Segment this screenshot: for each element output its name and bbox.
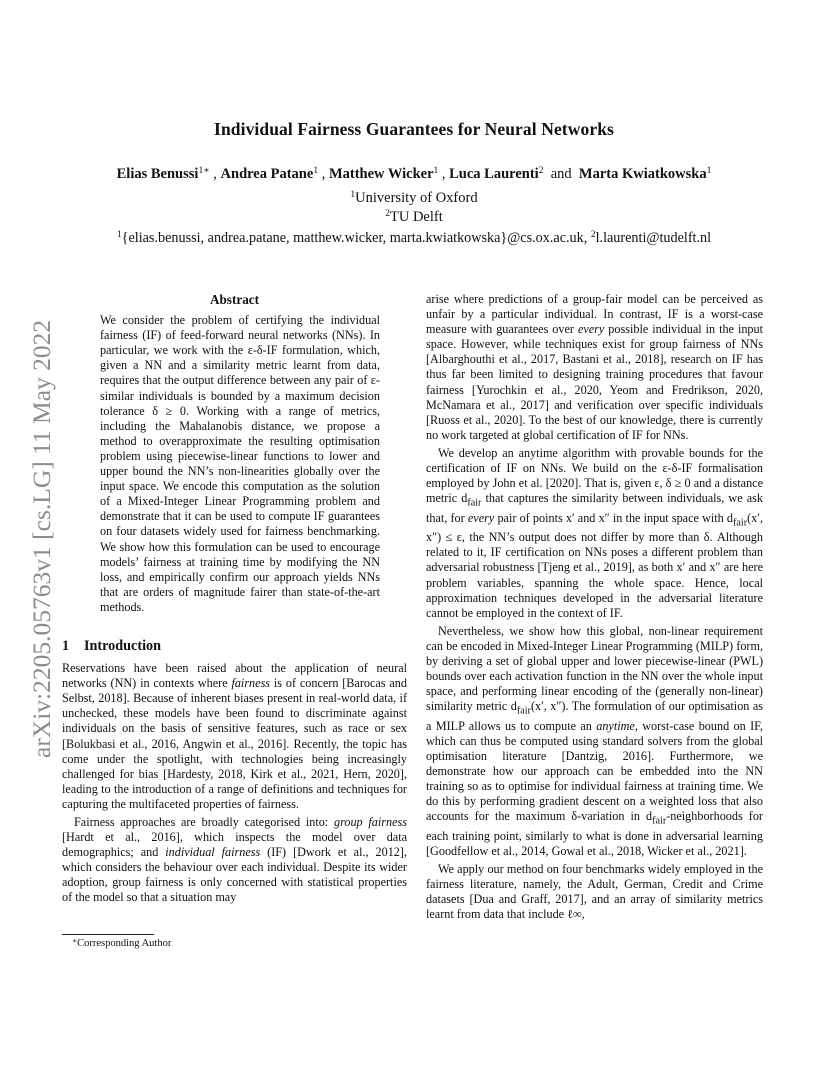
affiliation-name: TU Delft	[390, 209, 443, 225]
author-list	[0, 166, 828, 183]
footnote-text: Corresponding Author	[77, 938, 172, 949]
affiliation-mark: 1	[350, 190, 356, 200]
text-run: arise where predictions of a group-fair model can be perceived as unfair by a particular individual. In contrast, IF is a worst-case measure with guarantees over	[426, 292, 763, 337]
text-run: (x′, x″) ≤ ε, the NN’s output does not differ by more than δ. Although related to it, IF certification on NNs poses a different problem than adversarial robustness [Tjeng et al., 2019], as both x′ and x″ are here problem variables, spanning the whole space. Hence, local approximation techniques developed in the adversarial literature cannot be employed in the context of IF.	[426, 510, 763, 620]
emphasis: individual fairness	[165, 845, 261, 860]
intro-paragraph-continued	[426, 292, 763, 443]
text-run: is of concern [Barocas and Selbst, 2018]. Because of inherent biases present in real-world data, if unchecked, these models have been found to discriminate against individuals on the basis of sensitive features, such as race or sex [Bolukbasi et al., 2016, Angwin et al., 2016]. Recently, the topic has come under the spotlight, with technologies being increasingly challenged for bias [Hardesty, 2018, Kirk et al., 2021, Hern, 2020], leading to the introduction of a range of definitions and techniques for capturing the multifaceted properties of fairness.	[62, 676, 407, 811]
text-run: have been raised about the application of neural networks (NN) in contexts where	[62, 661, 407, 691]
text-run: -neighborhoods for each training point, similarly to what is done in adversarial learning [Goodfellow et al., 2014, Gowal et al., 2018, Wicker et al., 2021].	[426, 809, 763, 859]
author-separator: ,	[209, 166, 221, 182]
text-run: , worst-case bound on IF, which can thus be computed using standard solvers from the global optimisation literature [Dantzig, 2016]. Furthermore, we demonstrate how our approach can be embedded into the NN training so as to optimise for individual fairness at training time. We do this by performing gradient descent on a weighted loss that also accounts for the maximum δ-variation in d	[426, 718, 763, 824]
text-run: Fairness approaches are broadly categorised into:	[74, 815, 334, 829]
email-mark: 1	[116, 230, 122, 240]
abstract-heading: Abstract	[209, 292, 260, 307]
abstract-text: We consider the problem of certifying the individual fairness (IF) of feed-forward neural networks (NNs). In particular, we work with the ε-δ-IF formulation, which, given a NN and a similarity metric learnt from data, requires that the output difference between any pair of ε-similar individuals is bounded by a maximum decision tolerance δ ≥ 0. Working with a range of metrics, including the Mahalanobis distance, we propose a method to overapproximate the resulting optimisation problem using piecewise-linear functions to lower and upper bound the NN’s non-linearities globally over the input space. We encode this computation as the solution of a Mixed-Integer Linear Programming problem and demonstrate that it can be used to compute IF guarantees on four datasets widely used for fairness benchmarking. We show how this formulation can be used to encourage models’ fairness at training time by modifying the NN loss, and empirically confirm our approach yields NNs that are orders of magnitude fairer than state-of-the-art methods.	[100, 313, 380, 614]
author-affil-mark: 1	[313, 166, 319, 176]
text-run: [Hardt et al., 2016], which inspects the model over data demographics; and	[62, 830, 407, 860]
intro-paragraph-3	[426, 446, 763, 621]
text-run: pair of points x′ and x″ in the input space with d	[494, 510, 734, 525]
section-number: 1	[62, 637, 70, 654]
subscript: fair	[733, 517, 748, 529]
footnote-divider	[62, 934, 154, 935]
arxiv-stamp-svg	[20, 280, 60, 760]
emphasis: fairness	[231, 676, 271, 691]
text-run: Reservations	[62, 661, 125, 676]
text-run: Nevertheless, we show how this global, non-linear requirement can be encoded in Mixed-Integer Linear Programming (MILP) form, by deriving a set of global upper and lower piecewise-linear (PWL) bounds over each activation function in the NN over the whole input space, and performing linear encoding of the (generally non-linear) similarity metric d	[426, 623, 763, 714]
author-separator: ,	[438, 166, 450, 182]
left-column	[62, 292, 407, 906]
author-affil-mark: 2	[538, 166, 544, 176]
emphasis: group fairness	[333, 815, 407, 829]
section-heading-introduction	[62, 639, 407, 654]
email-delft: l.laurenti@tudelft.nl	[595, 230, 712, 246]
subscript: fair	[516, 705, 531, 717]
emphasis: every	[577, 322, 605, 337]
email-group-oxford: {elias.benussi, andrea.patane, matthew.wicker, marta.kwiatkowska}@cs.ox.ac.uk,	[121, 230, 588, 246]
intro-paragraph-5: We apply our method on four benchmarks widely employed in the fairness literature, namely, the Adult, German, Credit and Crime datasets [Dua and Graff, 2017], and an array of similarity metrics learnt from data that include ℓ∞,	[426, 862, 763, 922]
footnote	[72, 938, 171, 949]
emphasis: anytime	[596, 718, 635, 733]
author-emails	[0, 230, 828, 247]
arxiv-identifier-stamp	[20, 280, 60, 760]
author-separator: ,	[318, 166, 329, 182]
author-affil-mark: 1	[433, 166, 439, 176]
text-run: (IF) [Dwork et al., 2012], which considers the behaviour over each individual. Despite its wider adoption, group fairness is only concerned with statistical properties of the model so that a situation may	[62, 845, 407, 905]
text-run: We develop an anytime algorithm with provable bounds for the certification of IF on NNs. We build on the ε-δ-IF formalisation employed by John et al. [2020]. That is, given ε, δ ≥ 0 and a distance metric d	[426, 445, 763, 506]
author-and: and	[550, 166, 572, 182]
text-run: possible individual in the input space. However, while techniques exist for group fairness of NNs [Albarghouthi et al., 2017, Bastani et al., 2018], research on IF has thus far been limited to designing training procedures that favour fairness [Yurochkin et al., 2020, Yeom and Fredrikson, 2020, McNamara et al., 2017] and verification over specific individuals [Ruoss et al., 2020]. To the best of our knowledge, there is currently no work targeted at global certification of IF for NNs.	[426, 322, 763, 442]
affiliation	[0, 190, 828, 207]
author-affil-mark: 1	[706, 166, 712, 176]
author-affil-mark: 1∗	[198, 166, 210, 176]
paper-title: Individual Fairness Guarantees for Neural Networks	[214, 119, 614, 139]
text-run: (x′, x″). The formulation of our optimisation as a MILP allows us to compute an	[426, 699, 763, 733]
subscript: fair	[652, 815, 667, 827]
emphasis: every	[467, 510, 495, 525]
affiliation-mark: 2	[385, 209, 390, 219]
footnote-mark: ∗	[72, 936, 78, 945]
author-name: Elias Benussi	[116, 166, 199, 182]
intro-paragraph-2	[62, 815, 407, 906]
intro-paragraph-1	[62, 661, 407, 812]
affiliation-name: University of Oxford	[355, 190, 478, 206]
section-title: Introduction	[84, 637, 161, 654]
text-run: that captures the similarity between individuals, we ask that, for	[426, 491, 763, 525]
affiliation	[0, 209, 828, 226]
subscript: fair	[467, 497, 482, 509]
arxiv-stamp-text: arXiv:2205.05763v1 [cs.LG] 11 May 2022	[27, 319, 56, 758]
intro-paragraph-4	[426, 624, 763, 859]
author-name: Luca Laurenti	[449, 166, 539, 182]
email-mark: 2	[590, 230, 596, 240]
right-column	[426, 292, 763, 923]
author-name: Andrea Patane	[220, 166, 314, 182]
author-name: Matthew Wicker	[328, 166, 434, 182]
author-name: Marta Kwiatkowska	[578, 166, 707, 182]
